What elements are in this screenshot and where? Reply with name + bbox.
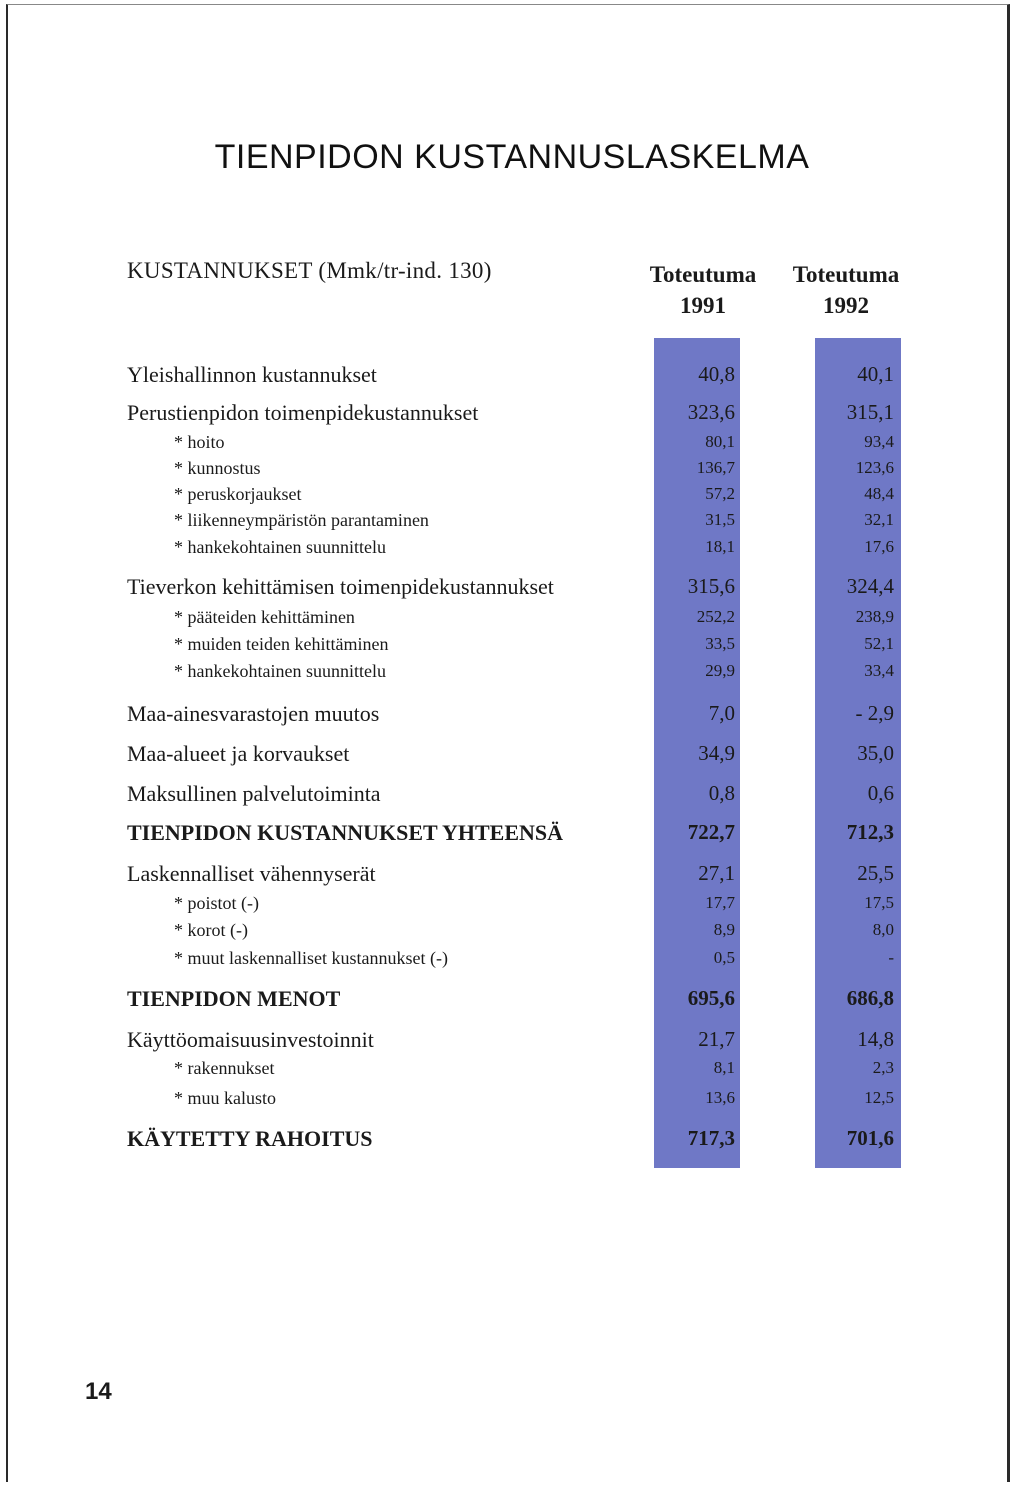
row-label: Maa-ainesvarastojen muutos <box>127 701 380 726</box>
row-label: * peruskorjaukset <box>174 484 302 504</box>
value-1992: 686,8 <box>846 986 894 1010</box>
value-1991: 0,5 <box>713 948 735 967</box>
row-label: * hankekohtainen suunnittelu <box>174 537 386 557</box>
column-header-1992 <box>783 259 909 321</box>
value-1991: 7,0 <box>708 701 735 725</box>
value-1991: 136,7 <box>696 458 735 477</box>
column-header-1991-line2: 1991 <box>680 293 726 318</box>
value-1992: 17,6 <box>864 537 894 556</box>
row-label: * rakennukset <box>174 1058 275 1078</box>
table-total-row <box>0 986 1024 1014</box>
value-1991: 315,6 <box>687 574 735 598</box>
table-subrow <box>0 607 1024 635</box>
column-header-1991 <box>640 259 766 321</box>
table-subrow <box>0 510 1024 538</box>
row-label: * hankekohtainen suunnittelu <box>174 661 386 681</box>
value-1991: 29,9 <box>705 661 735 680</box>
table-subrow <box>0 661 1024 689</box>
value-1991: 8,9 <box>713 920 735 939</box>
row-label: TIENPIDON KUSTANNUKSET YHTEENSÄ <box>127 820 564 845</box>
value-1991: 34,9 <box>698 741 735 765</box>
value-1991: 323,6 <box>687 400 735 424</box>
table-subrow <box>0 1058 1024 1086</box>
value-1992: 12,5 <box>864 1088 894 1107</box>
value-1991: 252,2 <box>696 607 735 626</box>
row-label: Käyttöomaisuusinvestoinnit <box>127 1027 374 1052</box>
row-label: * muu kalusto <box>174 1088 276 1108</box>
table-row <box>0 861 1024 889</box>
table-subrow <box>0 948 1024 976</box>
value-1991: 31,5 <box>705 510 735 529</box>
value-1992: 17,5 <box>864 893 894 912</box>
value-1992: 25,5 <box>857 861 894 885</box>
table-row <box>0 574 1024 602</box>
table-subrow <box>0 1088 1024 1116</box>
value-1992: - <box>888 948 894 967</box>
value-1992: 40,1 <box>857 362 894 386</box>
value-1992: 33,4 <box>864 661 894 680</box>
row-label: Laskennalliset vähennyserät <box>127 861 376 886</box>
value-1992: 35,0 <box>857 741 894 765</box>
value-1992: 123,6 <box>855 458 894 477</box>
value-1992: 32,1 <box>864 510 894 529</box>
row-label: Maksullinen palvelutoiminta <box>127 781 381 806</box>
value-1991: 8,1 <box>713 1058 735 1077</box>
row-label: Maa-alueet ja korvaukset <box>127 741 350 766</box>
table-subrow <box>0 484 1024 512</box>
value-1992: 0,6 <box>867 781 894 805</box>
header-label-unit: (Mmk/tr-ind. 130) <box>312 258 492 283</box>
table-subrow <box>0 458 1024 486</box>
table-total-row <box>0 1126 1024 1154</box>
value-1992: 238,9 <box>855 607 894 626</box>
value-1991: 722,7 <box>687 820 735 844</box>
value-1992: 52,1 <box>864 634 894 653</box>
row-label: * hoito <box>174 432 225 452</box>
row-label: * poistot (-) <box>174 893 259 913</box>
value-1992: 48,4 <box>864 484 894 503</box>
row-label: Perustienpidon toimenpidekustannukset <box>127 400 479 425</box>
row-label: * kunnostus <box>174 458 261 478</box>
value-1992: 315,1 <box>846 400 894 424</box>
table-subrow <box>0 920 1024 948</box>
table-total-row <box>0 820 1024 848</box>
table-row <box>0 1027 1024 1055</box>
row-label: * muut laskennalliset kustannukset (-) <box>174 948 448 968</box>
row-label: TIENPIDON MENOT <box>127 986 341 1011</box>
table-subrow <box>0 537 1024 565</box>
row-label: * muiden teiden kehittäminen <box>174 634 389 654</box>
value-1991: 717,3 <box>687 1126 735 1150</box>
table-subrow <box>0 893 1024 921</box>
value-1991: 57,2 <box>705 484 735 503</box>
page-title: TIENPIDON KUSTANNUSLASKELMA <box>214 138 810 176</box>
row-label: Yleishallinnon kustannukset <box>127 362 377 387</box>
value-1992: 93,4 <box>864 432 894 451</box>
value-1992: 712,3 <box>846 820 894 844</box>
header-label-strong: KUSTANNUKSET <box>127 258 313 283</box>
value-1992: - 2,9 <box>855 701 894 725</box>
table-row <box>0 701 1024 729</box>
value-1992: 2,3 <box>872 1058 894 1077</box>
value-1991: 27,1 <box>698 861 735 885</box>
value-1992: 701,6 <box>846 1126 894 1150</box>
row-label: * pääteiden kehittäminen <box>174 607 355 627</box>
table-row <box>0 741 1024 769</box>
row-label: * korot (-) <box>174 920 248 940</box>
value-1992: 8,0 <box>872 920 894 939</box>
row-label: Tieverkon kehittämisen toimenpidekustannukset <box>127 574 554 599</box>
row-label: KÄYTETTY RAHOITUS <box>127 1126 373 1151</box>
value-1991: 695,6 <box>687 986 735 1010</box>
table-row <box>0 362 1024 390</box>
value-1991: 21,7 <box>698 1027 735 1051</box>
value-1991: 40,8 <box>698 362 735 386</box>
row-label: * liikenneympäristön parantaminen <box>174 510 429 530</box>
table-row <box>0 400 1024 428</box>
page-number: 14 <box>85 1378 112 1405</box>
table-subrow <box>0 634 1024 662</box>
value-1991: 18,1 <box>705 537 735 556</box>
table-header-label <box>127 258 492 284</box>
value-1991: 0,8 <box>708 781 735 805</box>
column-header-1992-line2: 1992 <box>823 293 869 318</box>
value-1991: 80,1 <box>705 432 735 451</box>
value-1992: 324,4 <box>846 574 894 598</box>
value-1992: 14,8 <box>857 1027 894 1051</box>
column-header-1991-line1: Toteutuma <box>649 262 757 287</box>
value-1991: 13,6 <box>705 1088 735 1107</box>
table-subrow <box>0 432 1024 460</box>
value-1991: 33,5 <box>705 634 735 653</box>
value-1991: 17,7 <box>705 893 735 912</box>
table-row <box>0 781 1024 809</box>
column-header-1992-line1: Toteutuma <box>792 262 900 287</box>
